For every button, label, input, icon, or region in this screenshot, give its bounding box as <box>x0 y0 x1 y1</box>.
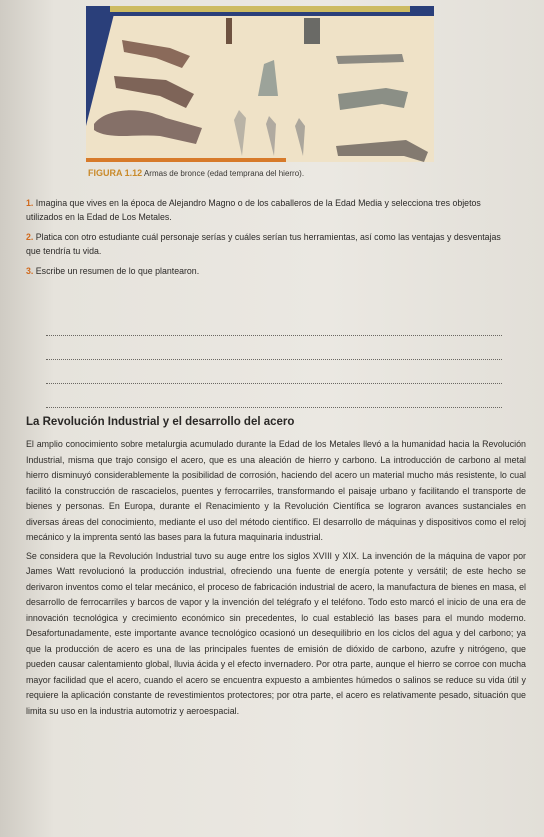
activity-item <box>26 264 516 278</box>
section-title: La Revolución Industrial y el desarrollo del acero <box>26 416 295 428</box>
activity-item <box>26 230 516 258</box>
bronze-weapons-photo <box>86 6 434 162</box>
body-paragraph: Se considera que la Revolución Industrial tuvo su auge entre los siglos XVIII y XIX. La invención de la máquina de vapor por James Watt revolucionó la producción industrial, ofreciendo una fuente de energía potente y versátil; de este hecho se derivaron inventos como el telar mecánico, el proceso de fabricación industrial de acero, la manufactura de bienes en masa, el desarrollo de ferrocarriles y barcos de vapor y la invención del telégrafo y el teléfono. Todo esto marcó el inicio de una era de innovación tecnológica y crecimiento económico sin precedentes, lo cual estableció las bases para el mundo moderno. Desafortunadamente, este importante avance tecnológico ocasionó un desequilibrio en los ciclos del agua y del carbono; ya que la producción de acero es una de las principales fuentes de emisión de dióxido de carbono, azufre y nitrógeno, que pueden causar calentamiento global, lluvia ácida y el efecto invernadero. Por otra parte, aunque el hierro se corroe con mucha mayor facilidad que el acero, cuando el acero se encuentra expuesto a ambientes húmedos o salinos se reduce su vida útil y requiere la aplicación constante de revestimientos protectores; por otra parte, el acero es relativamente pesado, situación que limita su uso en la industria automotriz y aeroespacial. <box>26 550 526 716</box>
activity-number: 2. <box>26 232 34 242</box>
figure-caption-text: Armas de bronce (edad temprana del hierro). <box>143 169 305 178</box>
activity-list <box>26 196 516 284</box>
activity-number: 1. <box>26 198 34 208</box>
activity-item <box>26 196 516 224</box>
answer-line[interactable] <box>46 312 502 336</box>
answer-lines <box>46 312 502 408</box>
body-paragraph: El amplio conocimiento sobre metalurgia acumulado durante la Edad de los Metales llevó a la humanidad hacia la Revolución Industrial, misma que trajo consigo el acero, que es una aleación de hierro y carbono. La introducción de carbono al metal hierro disminuyó considerablemente la posibilidad de corrosión, haciendo del acero un material mucho más resistente, lo cual facilitó la construcción de rascacielos, puentes y ferrocarriles, transformando el paisaje urbano y facilitando el transporte de bienes y personas. En Europa, durante el Renacimiento y la Revolución Científica se lograron avances sustanciales en diversas áreas del conocimiento, mediante el uso del método científico. El desarrollo de máquinas y dispositivos como el reloj mecánico y la imprenta sentó las bases para la futura maquinaria industrial. <box>26 439 526 542</box>
answer-line[interactable] <box>46 384 502 408</box>
bronze-weapons-illustration <box>86 6 434 162</box>
figure-caption <box>88 168 304 178</box>
section-body <box>26 437 526 722</box>
activity-number: 3. <box>26 266 34 276</box>
answer-line[interactable] <box>46 360 502 384</box>
figure-label: FIGURA 1.12 <box>88 168 143 178</box>
activity-text: Escribe un resumen de lo que plantearon. <box>35 266 200 276</box>
answer-line[interactable] <box>46 336 502 360</box>
activity-text: Platica con otro estudiante cuál personaje serías y cuáles serían tus herramientas, así como las ventajas y desventajas que tendría tu vida. <box>26 232 501 256</box>
activity-text: Imagina que vives en la época de Alejandro Magno o de los caballeros de la Edad Media y selecciona tres objetos utilizados en la Edad de Los Metales. <box>26 198 481 222</box>
